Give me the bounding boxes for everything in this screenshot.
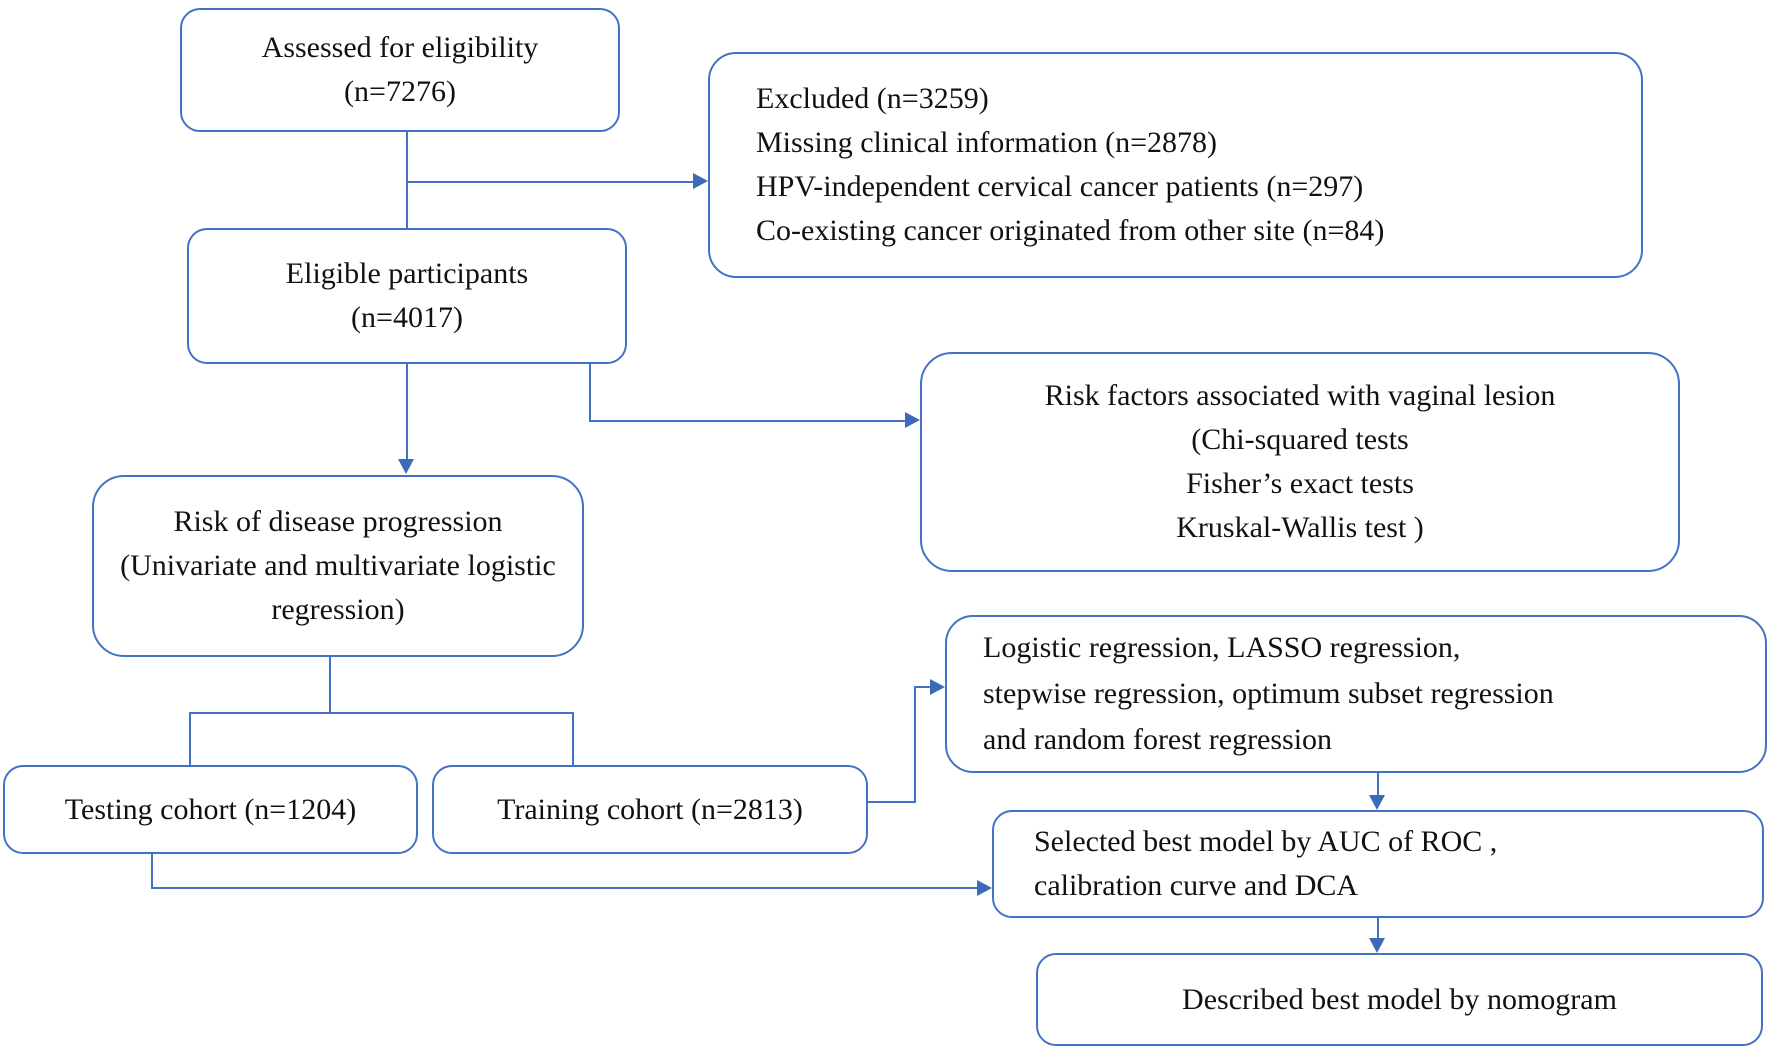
box-excluded [708, 52, 1643, 278]
connector-split-bar [189, 712, 574, 714]
connector-split-testing [189, 712, 191, 765]
box-assessed-line2: (n=7276) [344, 75, 456, 108]
box-risk-factors [920, 352, 1680, 572]
box-described-line1: Described best model by nomogram [1182, 982, 1617, 1016]
arrowhead-riskfactors-icon [905, 412, 920, 428]
box-risk-factors-line4: Kruskal-Wallis test ) [1176, 511, 1424, 544]
box-excluded-line1: Excluded (n=3259) [756, 82, 989, 115]
arrowhead-described-icon [1369, 938, 1385, 953]
box-risk-progression [92, 475, 584, 657]
box-testing-cohort-line1: Testing cohort (n=1204) [64, 792, 357, 826]
connector-training-models-h1 [868, 801, 916, 803]
box-models-line3: and random forest regression [983, 723, 1333, 756]
box-assessed-line1: Assessed for eligibility [261, 31, 539, 64]
box-eligible-line2: (n=4017) [351, 301, 463, 334]
connector-selected-described [1377, 918, 1379, 939]
connector-training-models-v [914, 687, 916, 803]
connector-eligible-progression [406, 364, 408, 460]
box-models-line1: Logistic regression, LASSO regression, [983, 631, 1461, 664]
box-training-cohort-line1: Training cohort (n=2813) [497, 792, 803, 826]
box-selected [992, 810, 1764, 918]
box-assessed [180, 8, 620, 132]
connector-eligible-riskfactors-v [589, 364, 591, 422]
box-models-line2: stepwise regression, optimum subset regression [983, 677, 1554, 710]
arrowhead-excluded-icon [693, 173, 708, 189]
connector-assessed-eligible [406, 132, 408, 228]
connector-split-training [572, 712, 574, 765]
box-excluded-line3: HPV-independent cervical cancer patients (n=297) [756, 170, 1364, 203]
arrowhead-selected-top-icon [1369, 795, 1385, 810]
box-described [1036, 953, 1763, 1046]
box-risk-factors-line2: (Chi-squared tests [1191, 423, 1409, 456]
connector-testing-selected-h [151, 887, 978, 889]
box-risk-factors-line3: Fisher’s exact tests [1186, 467, 1414, 500]
arrowhead-selected-left-icon [977, 880, 992, 896]
box-excluded-line2: Missing clinical information (n=2878) [756, 126, 1218, 159]
box-selected-line1: Selected best model by AUC of ROC , [1034, 825, 1498, 858]
arrowhead-models-icon [930, 679, 945, 695]
box-training-cohort [432, 765, 868, 854]
connector-testing-selected-v [151, 854, 153, 888]
box-risk-progression-line3: regression) [271, 593, 405, 626]
arrowhead-progression-icon [398, 459, 414, 474]
connector-to-excluded [406, 181, 694, 183]
box-selected-line2: calibration curve and DCA [1034, 869, 1359, 902]
box-risk-progression-line2: (Univariate and multivariate logistic [120, 549, 556, 582]
box-eligible-line1: Eligible participants [285, 257, 529, 290]
box-models [945, 615, 1767, 773]
box-excluded-line4: Co-existing cancer originated from other site (n=84) [756, 214, 1385, 247]
box-eligible [187, 228, 627, 364]
box-testing-cohort [3, 765, 418, 854]
connector-models-selected [1377, 773, 1379, 796]
connector-training-models-h2 [914, 686, 931, 688]
box-risk-factors-line1: Risk factors associated with vaginal lesion [1044, 379, 1556, 412]
connector-progression-split [329, 657, 331, 714]
box-risk-progression-line1: Risk of disease progression [173, 505, 503, 538]
connector-eligible-riskfactors-h [589, 420, 906, 422]
